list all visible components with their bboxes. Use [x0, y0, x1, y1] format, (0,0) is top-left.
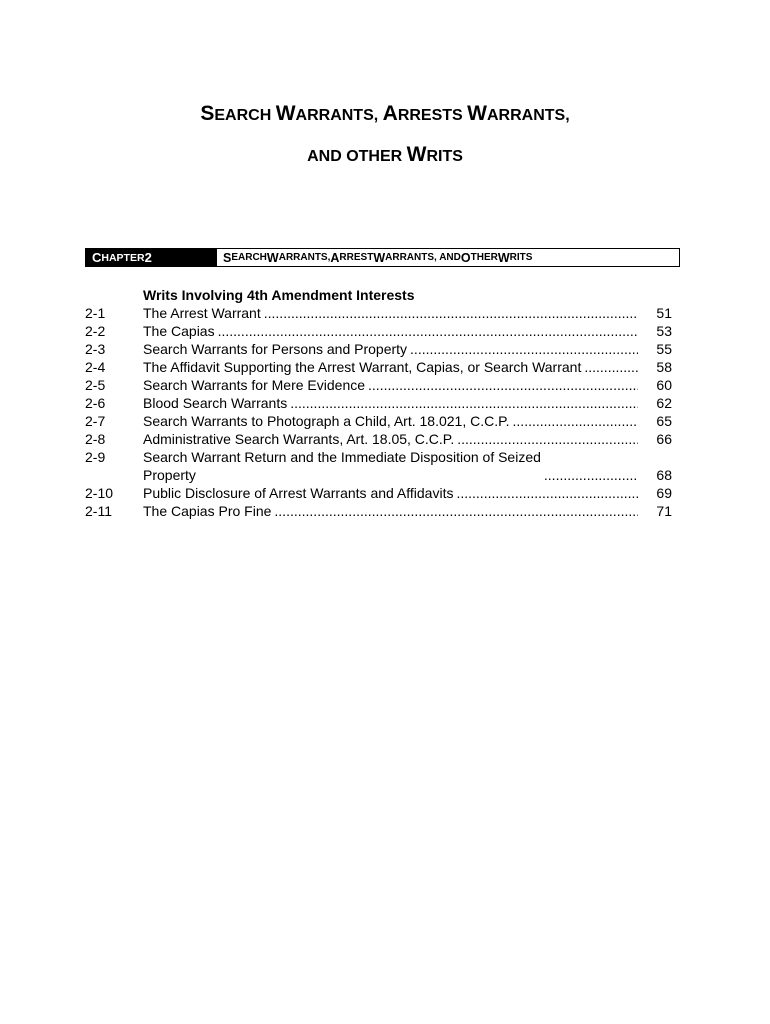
toc-entry[interactable] — [85, 412, 680, 430]
dot-leader — [264, 304, 638, 322]
chapter-title-text: W — [373, 250, 386, 265]
dot-leader — [274, 502, 638, 520]
toc-entry[interactable] — [85, 376, 680, 394]
toc-entry-title: Search Warrants to Photograph a Child, Art. 18.021, C.C.P. — [143, 413, 510, 429]
dot-leader — [368, 376, 638, 394]
title-word: S — [200, 102, 215, 125]
chapter-title-text: W — [497, 250, 510, 265]
toc-entry-page: 58 — [656, 359, 672, 375]
dot-leader — [457, 430, 638, 448]
toc-entry-title: Search Warrants for Mere Evidence — [143, 377, 366, 393]
dot-leader — [584, 358, 638, 376]
toc-entry[interactable] — [85, 430, 680, 448]
chapter-title-text: W — [266, 250, 279, 265]
title-word: RRESTS — [397, 107, 468, 124]
toc-entry[interactable] — [85, 448, 680, 484]
toc-entry-page: 51 — [656, 305, 672, 321]
chapter-title-text: EARCH — [231, 252, 267, 263]
chapter-number-label — [86, 249, 217, 266]
toc-entry-title: Search Warrants for Persons and Property — [143, 341, 408, 357]
toc-entry-title: Public Disclosure of Arrest Warrants and Affidavits — [143, 485, 454, 501]
title-word: AND OTHER — [307, 148, 407, 165]
toc-entry-title — [143, 448, 541, 484]
toc-entry-title: Administrative Search Warrants, Art. 18.05, C.C.P. — [143, 431, 455, 447]
toc-entry-page: 68 — [656, 467, 672, 483]
toc-entry-title: The Affidavit Supporting the Arrest Warrant, Capias, or Search Warrant — [143, 359, 582, 375]
chapter-label-text: C — [92, 250, 102, 265]
dot-leader — [218, 322, 638, 340]
toc-entry-number: 2-11 — [85, 503, 112, 519]
title-word: RITS — [426, 148, 463, 165]
title-word: W — [467, 102, 487, 125]
table-of-contents — [85, 286, 680, 520]
chapter-label-text: HAPTER — [101, 251, 145, 264]
chapter-title-text: O — [460, 250, 471, 265]
title-line-2 — [0, 133, 770, 174]
chapter-label-text: 2 — [144, 250, 152, 265]
toc-entry-number: 2-3 — [85, 341, 106, 357]
toc-entry-page: 62 — [656, 395, 672, 411]
title-word: W — [275, 102, 296, 125]
toc-entry-number: 2-8 — [85, 431, 106, 447]
toc-entry[interactable] — [85, 394, 680, 412]
dot-leader — [290, 394, 638, 412]
chapter-title-text: ARRANTS, — [278, 252, 331, 263]
toc-entry[interactable] — [85, 304, 680, 322]
toc-entry[interactable] — [85, 484, 680, 502]
chapter-title-text: RREST — [339, 252, 374, 263]
title-word: A — [382, 102, 398, 125]
toc-entry-title: Blood Search Warrants — [143, 395, 288, 411]
toc-entry-number: 2-6 — [85, 395, 106, 411]
chapter-title-text: S — [223, 250, 232, 265]
toc-entry-page: 53 — [656, 323, 672, 339]
toc-entry-title-line: Search Warrant Return and the Immediate Disposition of Seized — [143, 449, 541, 465]
toc-section-heading: Writs Involving 4th Amendment Interests — [143, 287, 415, 303]
chapter-header-bar — [85, 248, 680, 267]
page-title — [0, 92, 770, 174]
title-word: ARRANTS, — [295, 107, 383, 124]
title-word: EARCH — [214, 107, 276, 124]
toc-entry-title: The Arrest Warrant — [143, 305, 261, 321]
toc-entry-number: 2-2 — [85, 323, 106, 339]
title-word: ARRANTS, — [486, 107, 570, 124]
dot-leader — [513, 412, 638, 430]
toc-entry[interactable] — [85, 502, 680, 520]
toc-entry-page: 60 — [656, 377, 672, 393]
title-word: W — [406, 143, 427, 166]
toc-entry-title: The Capias — [143, 323, 215, 339]
toc-entry-page: 55 — [656, 341, 672, 357]
toc-entry-page: 66 — [656, 431, 672, 447]
toc-entry-number: 2-10 — [85, 485, 114, 501]
toc-entry-page: 71 — [656, 503, 672, 519]
toc-entry-title: The Capias Pro Fine — [143, 503, 272, 519]
toc-entry[interactable] — [85, 358, 680, 376]
chapter-title — [217, 249, 679, 266]
title-line-1 — [0, 92, 770, 133]
chapter-title-text: THER — [470, 252, 498, 263]
toc-entry-page: 69 — [656, 485, 672, 501]
dot-leader — [456, 484, 638, 502]
toc-entry[interactable] — [85, 322, 680, 340]
toc-entry-number: 2-1 — [85, 305, 106, 321]
toc-entry-number: 2-5 — [85, 377, 106, 393]
toc-entry-number: 2-4 — [85, 359, 106, 375]
chapter-title-text: ARRANTS, AND — [385, 252, 461, 263]
toc-entry-title-line: Property — [143, 467, 196, 483]
toc-entry-number: 2-7 — [85, 413, 106, 429]
toc-entry-page: 65 — [656, 413, 672, 429]
toc-entry[interactable] — [85, 340, 680, 358]
toc-entry-number: 2-9 — [85, 449, 106, 465]
dot-leader — [410, 340, 638, 358]
dot-leader — [544, 466, 638, 484]
chapter-title-text: RITS — [509, 252, 533, 263]
chapter-title-text: A — [330, 250, 340, 265]
